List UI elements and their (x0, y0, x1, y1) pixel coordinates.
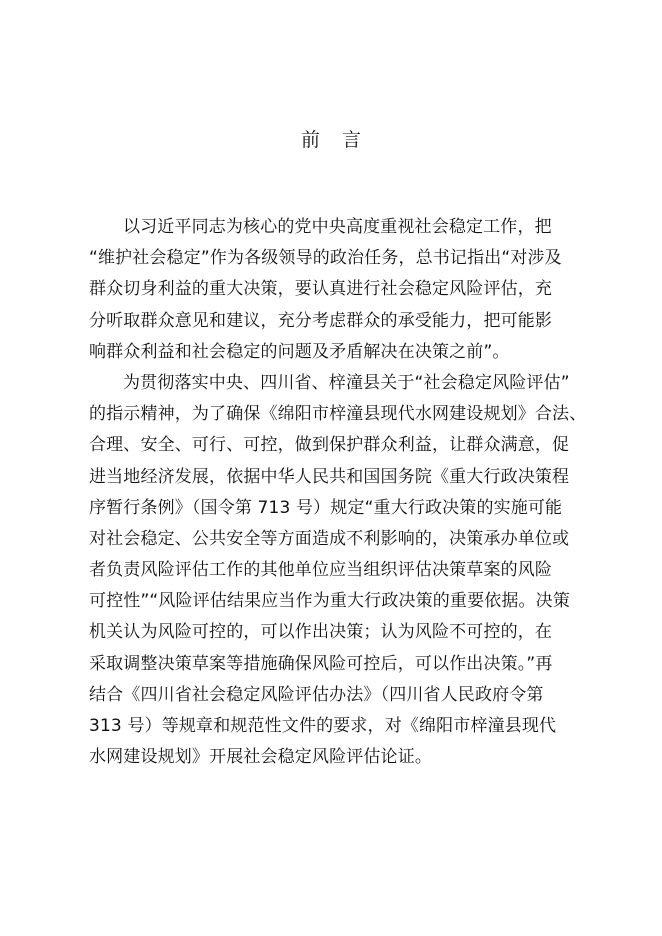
text-line: 合理、安全、可行、可控，做到保护群众利益，让群众满意，促 (89, 435, 570, 456)
text-line: 为贯彻落实中央、四川省、梓潼县关于“社会稳定风险评估” (123, 372, 570, 393)
text-line: 进当地经济发展，依据中华人民共和国国务院《重大行政决策程 (89, 466, 570, 487)
text-line: 机关认为风险可控的，可以作出决策；认为风险不可控的，在 (89, 622, 553, 643)
text-line: 对社会稳定、公共安全等方面造成不利影响的，决策承办单位或 (89, 528, 570, 549)
paragraph-2 (89, 368, 587, 773)
text-line: 的指示精神，为了确保《绵阳市梓潼县现代水网建设规划》合法、 (89, 404, 587, 425)
text-line: 结合《四川省社会稳定风险评估办法》（四川省人民政府令第 (89, 684, 544, 705)
preface-body (89, 212, 587, 773)
paragraph-1 (89, 212, 579, 368)
text-line: 可控性”“风险评估结果应当作为重大行政决策的重要依据。决策 (89, 591, 570, 612)
text-line: 313 号）等规章和规范性文件的要求，对《绵阳市梓潼县现代 (89, 716, 557, 736)
page-title: 前言 (300, 129, 383, 151)
text-line: “维护社会稳定”作为各级领导的政治任务，总书记指出“对涉及 (89, 248, 562, 269)
text-line: 群众切身利益的重大决策，要认真进行社会稳定风险评估，充 (89, 279, 553, 300)
text-line: 者负责风险评估工作的其他单位应当组织评估决策草案的风险 (89, 560, 553, 581)
text-line: 序暂行条例》（国令第 713 号）规定“重大行政决策的实施可能 (89, 497, 563, 518)
text-line: 响群众利益和社会稳定的问题及矛盾解决在决策之前”。 (89, 341, 510, 362)
text-line: 水网建设规划》开展社会稳定风险评估论证。 (89, 747, 432, 768)
text-line: 采取调整决策草案等措施确保风险可控后，可以作出决策。”再 (89, 653, 553, 674)
text-line: 分听取群众意见和建议，充分考虑群众的承受能力，把可能影 (89, 310, 553, 331)
text-line: 以习近平同志为核心的党中央高度重视社会稳定工作，把 (123, 217, 552, 237)
